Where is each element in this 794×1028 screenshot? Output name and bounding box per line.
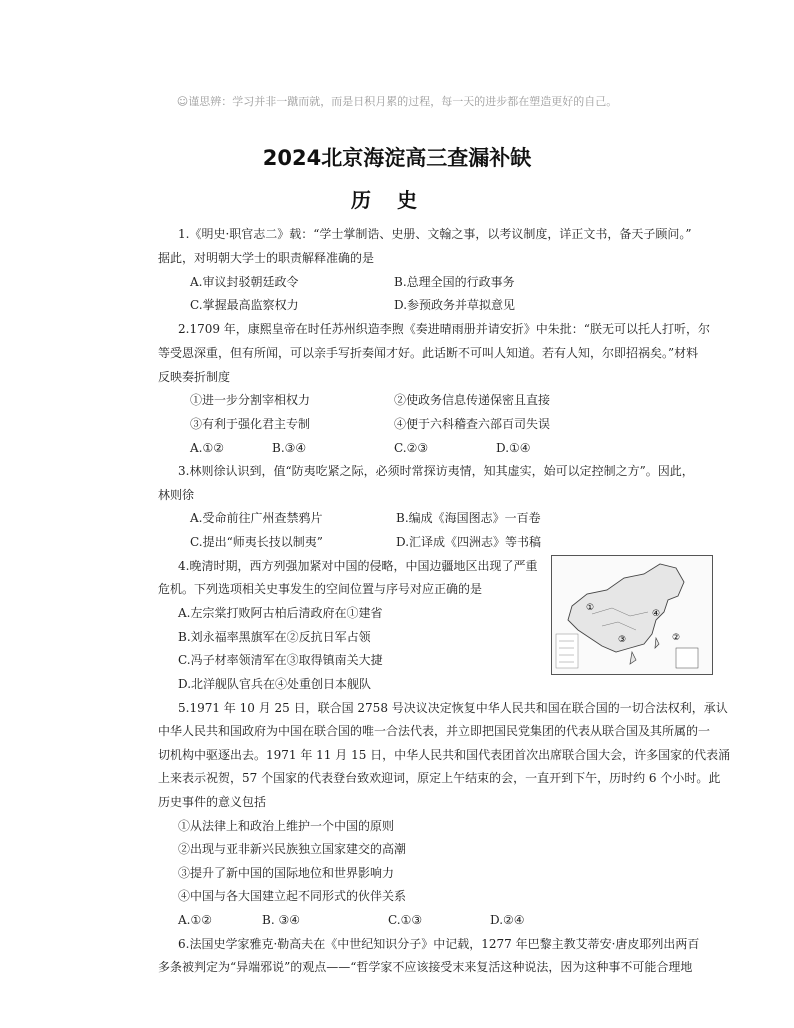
q2-option-c: C.②③: [394, 441, 429, 455]
q3-stem: 3.林则徐认识到，值“防夷吃紧之际，必须时常探访夷情，知其虚实，始可以定控制之方”。因此，: [178, 464, 694, 478]
map-mark-4: ④: [652, 609, 661, 619]
q4-option-d: D.北洋舰队官兵在④处重创日本舰队: [178, 677, 372, 691]
q2-item-4: ④便于六科稽查六部百司失误: [394, 417, 551, 431]
q5-item-3: ③提升了新中国的国际地位和世界影响力: [178, 866, 395, 880]
q5-stem-cont: 中华人民共和国政府为中国在联合国的唯一合法代表，并立即把国民党集团的代表从联合国及其所属的一: [158, 724, 711, 738]
china-map-figure: [551, 555, 713, 675]
q1-stem-cont: 据此，对明朝大学士的职责解释准确的是: [158, 251, 375, 265]
q1-option-c: C.掌握最高监察权力: [190, 298, 299, 312]
q4-option-b: B.刘永福率黑旗军在②反抗日军占领: [178, 630, 371, 644]
map-mark-2: ②: [672, 633, 681, 643]
q5-item-2: ②出现与亚非新兴民族独立国家建交的高潮: [178, 842, 407, 856]
q1-stem: 1.《明史·职官志二》载：“学士掌制诰、史册、文翰之事，以考议制度，详正文书，备天子顾问。”: [178, 227, 692, 241]
q5-stem-cont: 历史事件的意义包括: [158, 795, 267, 809]
q4-option-a: A.左宗棠打败阿古柏后清政府在①建省: [178, 606, 383, 620]
page-title: 2024北京海淀高三查漏补缺: [262, 146, 532, 170]
q2-item-1: ①进一步分割宰相权力: [190, 393, 311, 407]
q6-stem-cont: 多条被判定为“异端邪说”的观点——“哲学家不应该接受末来复活这种说法，因为这种事不可能合理地: [158, 960, 693, 974]
q4-stem: 4.晚清时期，西方列强加紧对中国的侵略，中国边疆地区出现了严重: [178, 559, 538, 573]
subject-title: 历史: [351, 188, 443, 212]
motto-line: ☺谨思辨：学习并非一蹴而就，而是日积月累的过程，每一天的进步都在塑造更好的自己。: [176, 95, 618, 108]
map-mark-3: ③: [618, 635, 627, 645]
q3-option-c: C.提出“师夷长技以制夷”: [190, 535, 323, 549]
q4-stem-cont: 危机。下列选项相关史事发生的空间位置与序号对应正确的是: [158, 582, 483, 596]
q2-stem-cont: 等受恩深重，但有所闻，可以亲手写折奏闻才好。此话断不可叫人知道。若有人知，尔即招祸矣。”材料: [158, 346, 699, 360]
q5-option-a: A.①②: [178, 913, 212, 927]
q1-option-b: B.总理全国的行政事务: [394, 275, 515, 289]
q5-option-c: C.①③: [388, 913, 423, 927]
q3-stem-cont: 林则徐: [158, 488, 195, 502]
q3-option-d: D.汇译成《四洲志》等书稿: [396, 535, 542, 549]
q2-option-a: A.①②: [190, 441, 224, 455]
q1-option-a: A.审议封驳朝廷政令: [190, 275, 299, 289]
q3-option-b: B.编成《海国图志》一百卷: [396, 511, 541, 525]
q5-item-4: ④中国与各大国建立起不同形式的伙伴关系: [178, 889, 407, 903]
q1-option-d: D.参预政务并草拟意见: [394, 298, 516, 312]
q2-option-d: D.①④: [496, 441, 531, 455]
q5-option-b: B. ③④: [262, 913, 300, 927]
q3-option-a: A.受命前往广州查禁鸦片: [190, 511, 323, 525]
q2-option-b: B.③④: [272, 441, 307, 455]
q2-stem: 2.1709 年，康熙皇帝在时任苏州织造李煦《奏进晴雨册并请安折》中朱批：“朕无可以托人打听，尔: [178, 322, 710, 336]
q5-stem: 5.1971 年 10 月 25 日，联合国 2758 号决议决定恢复中华人民共和国在联合国的一切合法权利，承认: [178, 701, 728, 715]
q2-item-2: ②使政务信息传递保密且直接: [394, 393, 551, 407]
q5-stem-cont: 切机构中驱逐出去。1971 年 11 月 15 日，中华人民共和国代表团首次出席联合国大会，许多国家的代表涌: [158, 748, 731, 762]
map-mark-1: ①: [586, 603, 595, 613]
q5-stem-cont: 上来表示祝贺，57 个国家的代表登台致欢迎词，原定上午结束的会，一直开到下午，历时约 6 个小时。此: [158, 771, 721, 785]
q2-item-3: ③有利于强化君主专制: [190, 417, 311, 431]
q5-option-d: D.②④: [490, 913, 525, 927]
q6-stem: 6.法国史学家雅克·勒高夫在《中世纪知识分子》中记载，1277 年巴黎主教艾蒂安·唐皮耶列出两百: [178, 937, 700, 951]
q5-item-1: ①从法律上和政治上维护一个中国的原则: [178, 819, 395, 833]
q4-option-c: C.冯子材率领清军在③取得镇南关大捷: [178, 653, 383, 667]
q2-stem-cont: 反映奏折制度: [158, 370, 231, 384]
